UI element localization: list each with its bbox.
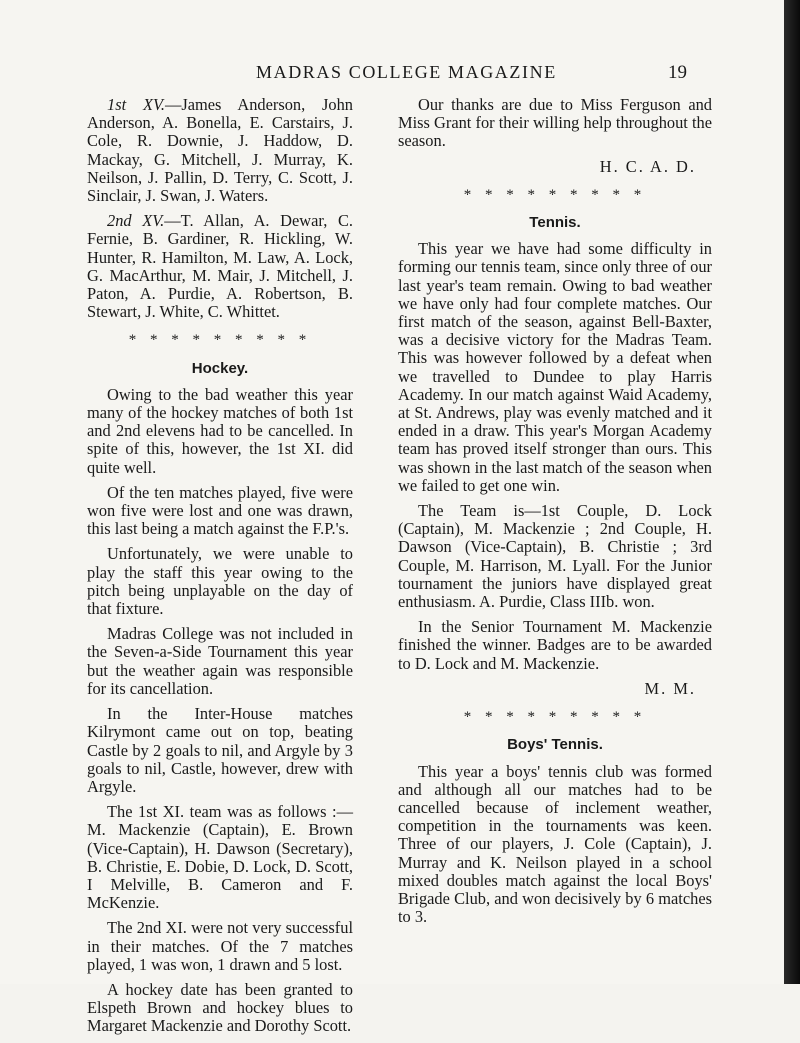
second-xv-label: 2nd XV.	[107, 211, 165, 231]
hockey-paragraph: The 1st XI. team was as follows :—M. Mackenzie (Captain), E. Brown (Vice-Captain), H. Dawson (Secretary), B. Christie, E. Dobie, D. Lock, D. Scott, I Melville, B. Cameron and F. McKenzie.	[87, 802, 353, 913]
section-divider: * * * * * * * * *	[128, 332, 312, 349]
tennis-signature: M. M.	[644, 678, 696, 698]
magazine-title: MADRAS COLLEGE MAGAZINE	[256, 62, 557, 82]
section-divider: * * * * * * * * *	[463, 186, 647, 203]
hockey-paragraph: The 2nd XI. were not very successful in their matches. Of the 7 matches played, 1 was won, 1 drawn and 5 lost.	[87, 918, 353, 974]
tennis-paragraph: The Team is—1st Couple, D. Lock (Captain), M. Mackenzie ; 2nd Couple, H. Dawson (Vice-Captain), B. Christie ; 3rd Couple, M. Harrison, M. Lyall. For the Junior tournament the juniors have displayed great enthusiasm. A. Purdie, Class IIIb. won.	[398, 501, 712, 612]
tennis-paragraph: This year we have had some difficulty in forming our tennis team, since only three of our last year's team remain. Owing to bad weather we have only had four complete matches. Our first match of the season, against Bell-Baxter, was a decisive victory for the Madras Team. This was however followed by a defeat when we travelled to Dundee to play Harris Academy. In our match against Waid Academy, at St. Andrews, play was evenly matched and it ended in a draw. This year's Morgan Academy team has proved itself stronger than ours. This was shown in the last match of the season when we failed to get one win.	[398, 239, 712, 495]
hockey-signature: H. C. A. D.	[599, 156, 696, 176]
hockey-paragraph: Madras College was not included in the Seven-a-Side Tournament this year but the weather again was responsible for its cancellation.	[87, 624, 353, 698]
hockey-heading: Hockey.	[191, 359, 249, 377]
first-xv-label: 1st XV.	[107, 95, 165, 114]
boys-tennis-paragraph: This year a boys' tennis club was formed and although all our matches had to be cancelled because of inclement weather, competition in the tournaments was keen. Three of our players, J. Cole (Captain), J. Murray and K. Neilson played in a school mixed doubles match against the local Boys' Brigade Club, and won decisively by 6 matches to 3.	[398, 761, 712, 927]
right-column	[398, 96, 712, 933]
second-xv-text: —T. Allan, A. Dewar, C. Fernie, B. Gardiner, R. Hickling, W. Hunter, R. Hamilton, M. Law, A. Lock, G. MacArthur, M. Mair, J. Mitchell, J. Paton, A. Purdie, A. Robertson, B. Stewart, J. White, C. Whittet.	[87, 211, 353, 322]
hockey-paragraph: A hockey date has been granted to Elspeth Brown and hockey blues to Margaret Mackenzie and Dorothy Scott.	[87, 979, 353, 1036]
first-xv-paragraph	[87, 96, 353, 205]
thanks-paragraph: Our thanks are due to Miss Ferguson and Miss Grant for their willing help throughout the season.	[398, 95, 712, 151]
tennis-heading: Tennis.	[529, 214, 581, 232]
hockey-paragraph: Unfortunately, we were unable to play the staff this year owing to the pitch being unplayable on the day of that fixture.	[87, 544, 353, 619]
hockey-paragraph: Owing to the bad weather this year many of the hockey matches of both 1st and 2nd elevens had to be cancelled. In spite of this, however, the 1st XI. did quite well.	[87, 384, 353, 477]
hockey-paragraph: Of the ten matches played, five were won five were lost and one was drawn, this last being a match against the F.P.'s.	[87, 482, 353, 539]
page-number: 19	[668, 62, 687, 83]
boys-tennis-heading: Boys' Tennis.	[507, 736, 603, 754]
first-xv-text: —James Anderson, John Anderson, A. Bonella, E. Carstairs, J. Cole, R. Downie, J. Haddow, D. Mackay, G. Mitchell, J. Murray, K. Neilson, J. Pallin, D. Terry, C. Scott, J. Sinclair, J. Swan, J. Waters.	[87, 95, 354, 206]
left-column	[87, 96, 353, 1043]
tennis-paragraph: In the Senior Tournament M. Mackenzie finished the winner. Badges are to be awarded to D. Lock and M. Mackenzie.	[398, 617, 712, 673]
page-header	[0, 62, 784, 88]
section-divider: * * * * * * * * *	[463, 709, 647, 726]
hockey-paragraph: In the Inter-House matches Kilrymont came out on top, beating Castle by 2 goals to nil, and Argyle by 3 goals to nil, Castle, however, drew with Argyle.	[87, 704, 353, 796]
second-xv-paragraph	[87, 212, 353, 321]
page-edge	[784, 0, 800, 984]
